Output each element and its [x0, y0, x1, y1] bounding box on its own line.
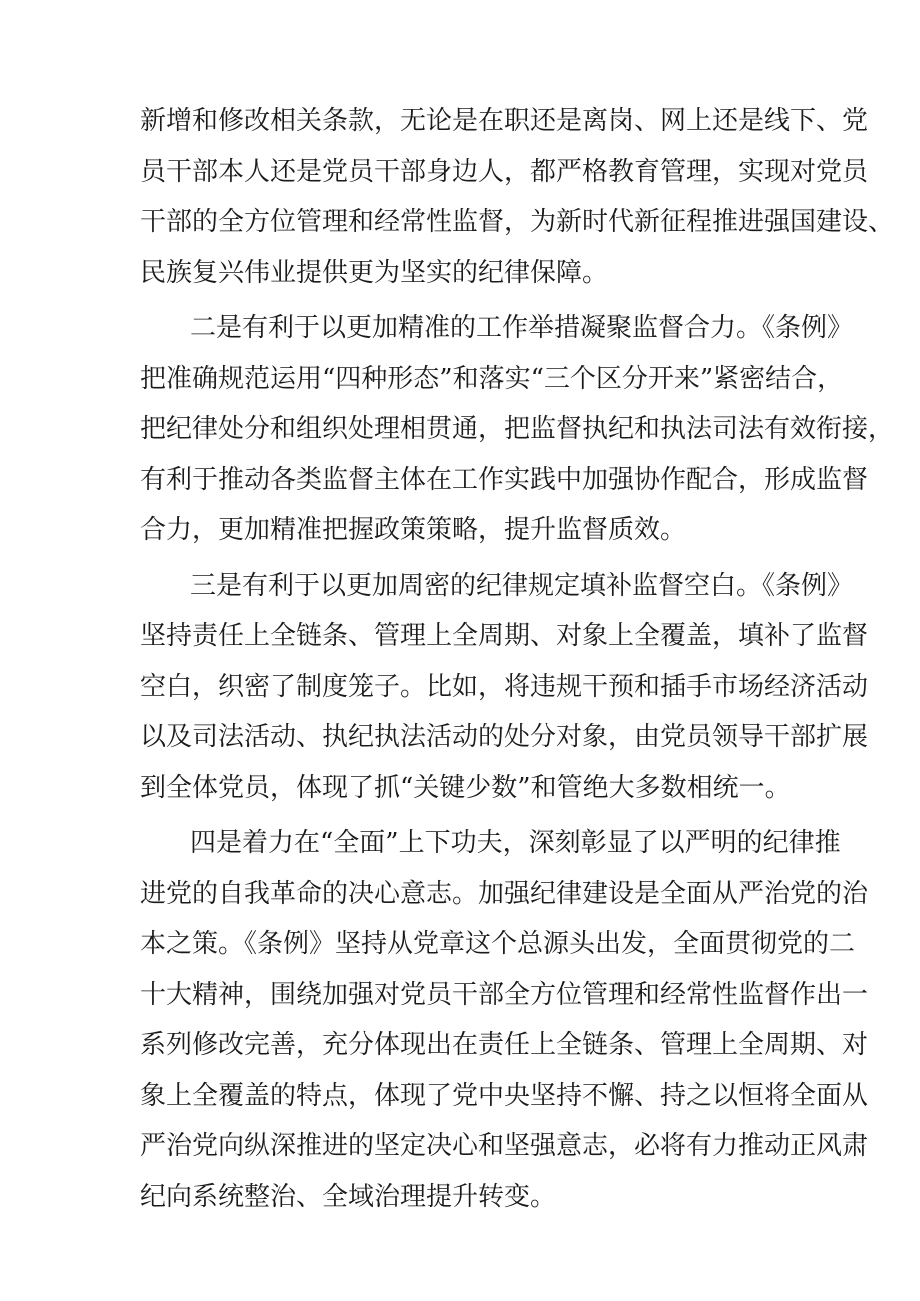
text-line: 干部的全方位管理和经常性监督，为新时代新征程推进强国建设、: [140, 207, 895, 237]
text-line: 到全体党员，体现了抓“关键少数”和管绝大多数相统一。: [140, 773, 791, 803]
paragraph-first-line: 三是有利于以更加周密的纪律规定填补监督空白。《条例》: [190, 571, 854, 601]
text-line: 民族复兴伟业提供更为坚实的纪律保障。: [140, 258, 609, 288]
text-line: 把准确规范运用“四种形态”和落实“三个区分开来”紧密结合，: [140, 364, 844, 394]
text-line: 新增和修改相关条款，无论是在职还是离岗、网上还是线下、党: [140, 106, 869, 136]
text-line: 坚持责任上全链条、管理上全周期、对象上全覆盖，填补了监督: [140, 621, 869, 651]
text-line: 系列修改完善，充分体现出在责任上全链条、管理上全周期、对: [140, 1030, 869, 1060]
text-line: 把纪律处分和组织处理相贯通，把监督执纪和执法司法有效衔接，: [140, 414, 895, 444]
text-line: 以及司法活动、执纪执法活动的处分对象，由党员领导干部扩展: [140, 722, 869, 752]
text-line: 有利于推动各类监督主体在工作实践中加强协作配合，形成监督: [140, 465, 869, 495]
text-line: 合力，更加精准把握政策策略，提升监督质效。: [140, 515, 687, 545]
text-line: 进党的自我革命的决心意志。加强纪律建设是全面从严治党的治: [140, 879, 869, 909]
text-line: 严治党向纵深推进的坚定决心和坚强意志，必将有力推动正风肃: [140, 1131, 869, 1161]
text-line: 十大精神，围绕加强对党员干部全方位管理和经常性监督作出一: [140, 980, 869, 1010]
text-line: 空白，织密了制度笼子。比如，将违规干预和插手市场经济活动: [140, 672, 869, 702]
text-line: 员干部本人还是党员干部身边人，都严格教育管理，实现对党员: [140, 157, 869, 187]
text-line: 象上全覆盖的特点，体现了党中央坚持不懈、持之以恒将全面从: [140, 1081, 869, 1111]
text-line: 本之策。《条例》坚持从党章这个总源头出发，全面贯彻党的二: [140, 929, 856, 959]
paragraph-first-line: 二是有利于以更加精准的工作举措凝聚监督合力。《条例》: [190, 313, 854, 343]
text-line: 纪向系统整治、全域治理提升转变。: [140, 1182, 557, 1212]
paragraph-first-line: 四是着力在“全面”上下功夫，深刻彰显了以严明的纪律推: [190, 828, 841, 858]
